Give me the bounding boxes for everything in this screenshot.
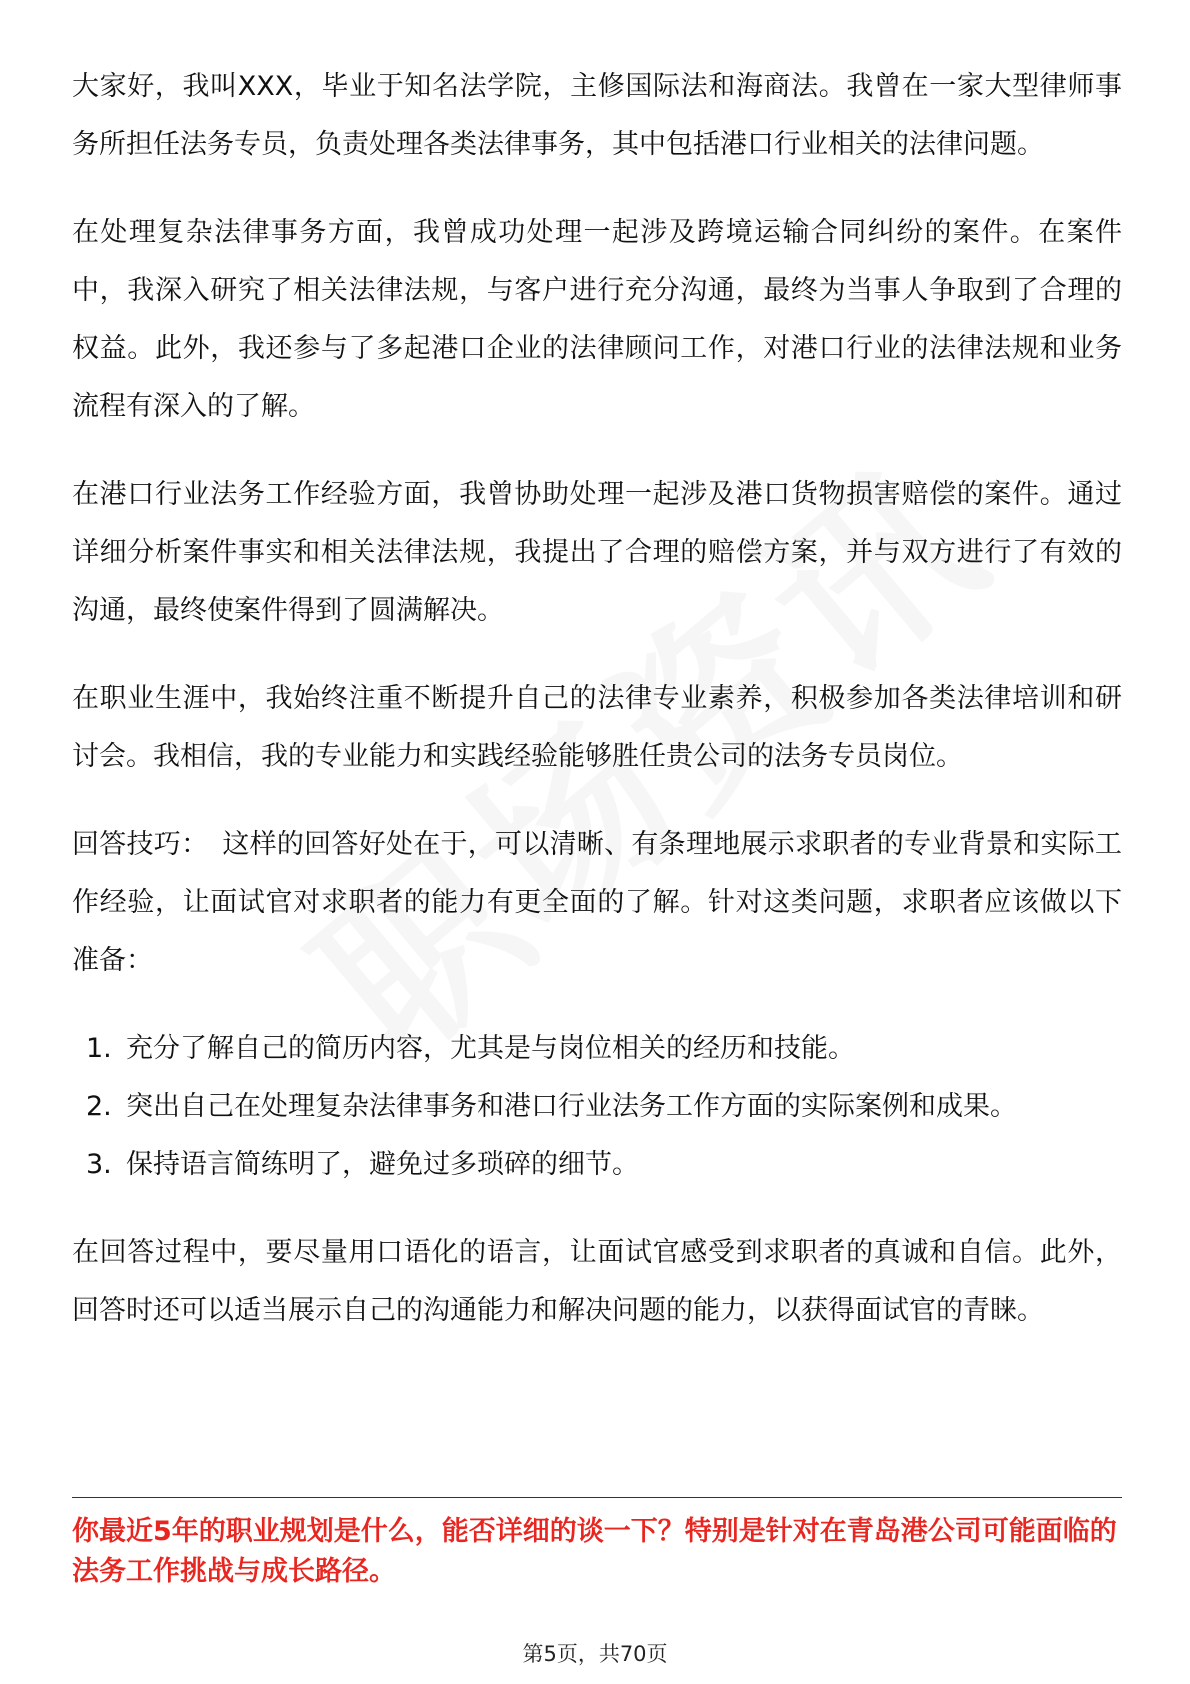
list-item bbox=[86, 1136, 1122, 1194]
list-item bbox=[86, 1020, 1122, 1078]
tips-text: 这样的回答好处在于，可以清晰、有条理地展示求职者的专业背景和实际工作经验，让面试官对求职者的能力有更全面的了解。针对这类问题，求职者应该做以下准备： bbox=[72, 829, 1123, 976]
list-item-text: 保持语言简练明了，避免过多琐碎的细节。 bbox=[126, 1149, 639, 1180]
paragraph-career: 在职业生涯中，我始终注重不断提升自己的法律专业素养，积极参加各类法律培训和研讨会。我相信，我的专业能力和实践经验能够胜任贵公司的法务专员岗位。 bbox=[72, 683, 1122, 772]
list-item-number: 3. bbox=[86, 1149, 112, 1180]
document-body bbox=[72, 58, 1122, 1370]
paragraph-intro: 大家好，我叫XXX，毕业于知名法学院，主修国际法和海商法。我曾在一家大型律师事务所担任法务专员，负责处理各类法律事务，其中包括港口行业相关的法律问题。 bbox=[72, 71, 1122, 160]
list-item bbox=[86, 1078, 1122, 1136]
list-item-number: 2. bbox=[86, 1091, 112, 1122]
paragraph-tips bbox=[72, 816, 1122, 990]
list-item-text: 充分了解自己的简历内容，尤其是与岗位相关的经历和技能。 bbox=[126, 1033, 855, 1064]
paragraph-complex-affairs: 在处理复杂法律事务方面，我曾成功处理一起涉及跨境运输合同纠纷的案件。在案件中，我深入研究了相关法律法规，与客户进行充分沟通，最终为当事人争取到了合理的权益。此外，我还参与了多起港口企业的法律顾问工作，对港口行业的法律法规和业务流程有深入的了解。 bbox=[72, 217, 1122, 422]
tips-label: 回答技巧： bbox=[72, 829, 209, 860]
next-question-heading: 你最近5年的职业规划是什么，能否详细的谈一下？特别是针对在青岛港公司可能面临的法务工作挑战与成长路径。 bbox=[72, 1516, 1117, 1587]
paragraph-closing: 在回答过程中，要尽量用口语化的语言，让面试官感受到求职者的真诚和自信。此外，回答时还可以适当展示自己的沟通能力和解决问题的能力，以获得面试官的青睐。 bbox=[72, 1237, 1122, 1326]
section-divider bbox=[72, 1497, 1122, 1498]
paragraph-port-experience: 在港口行业法务工作经验方面，我曾协助处理一起涉及港口货物损害赔偿的案件。通过详细分析案件事实和相关法律法规，我提出了合理的赔偿方案，并与双方进行了有效的沟通，最终使案件得到了圆满解决。 bbox=[72, 479, 1122, 626]
page-footer: 第5页，共70页 bbox=[522, 1642, 668, 1666]
preparation-list bbox=[72, 1020, 1122, 1194]
list-item-number: 1. bbox=[86, 1033, 112, 1064]
list-item-text: 突出自己在处理复杂法律事务和港口行业法务工作方面的实际案例和成果。 bbox=[126, 1091, 1017, 1122]
